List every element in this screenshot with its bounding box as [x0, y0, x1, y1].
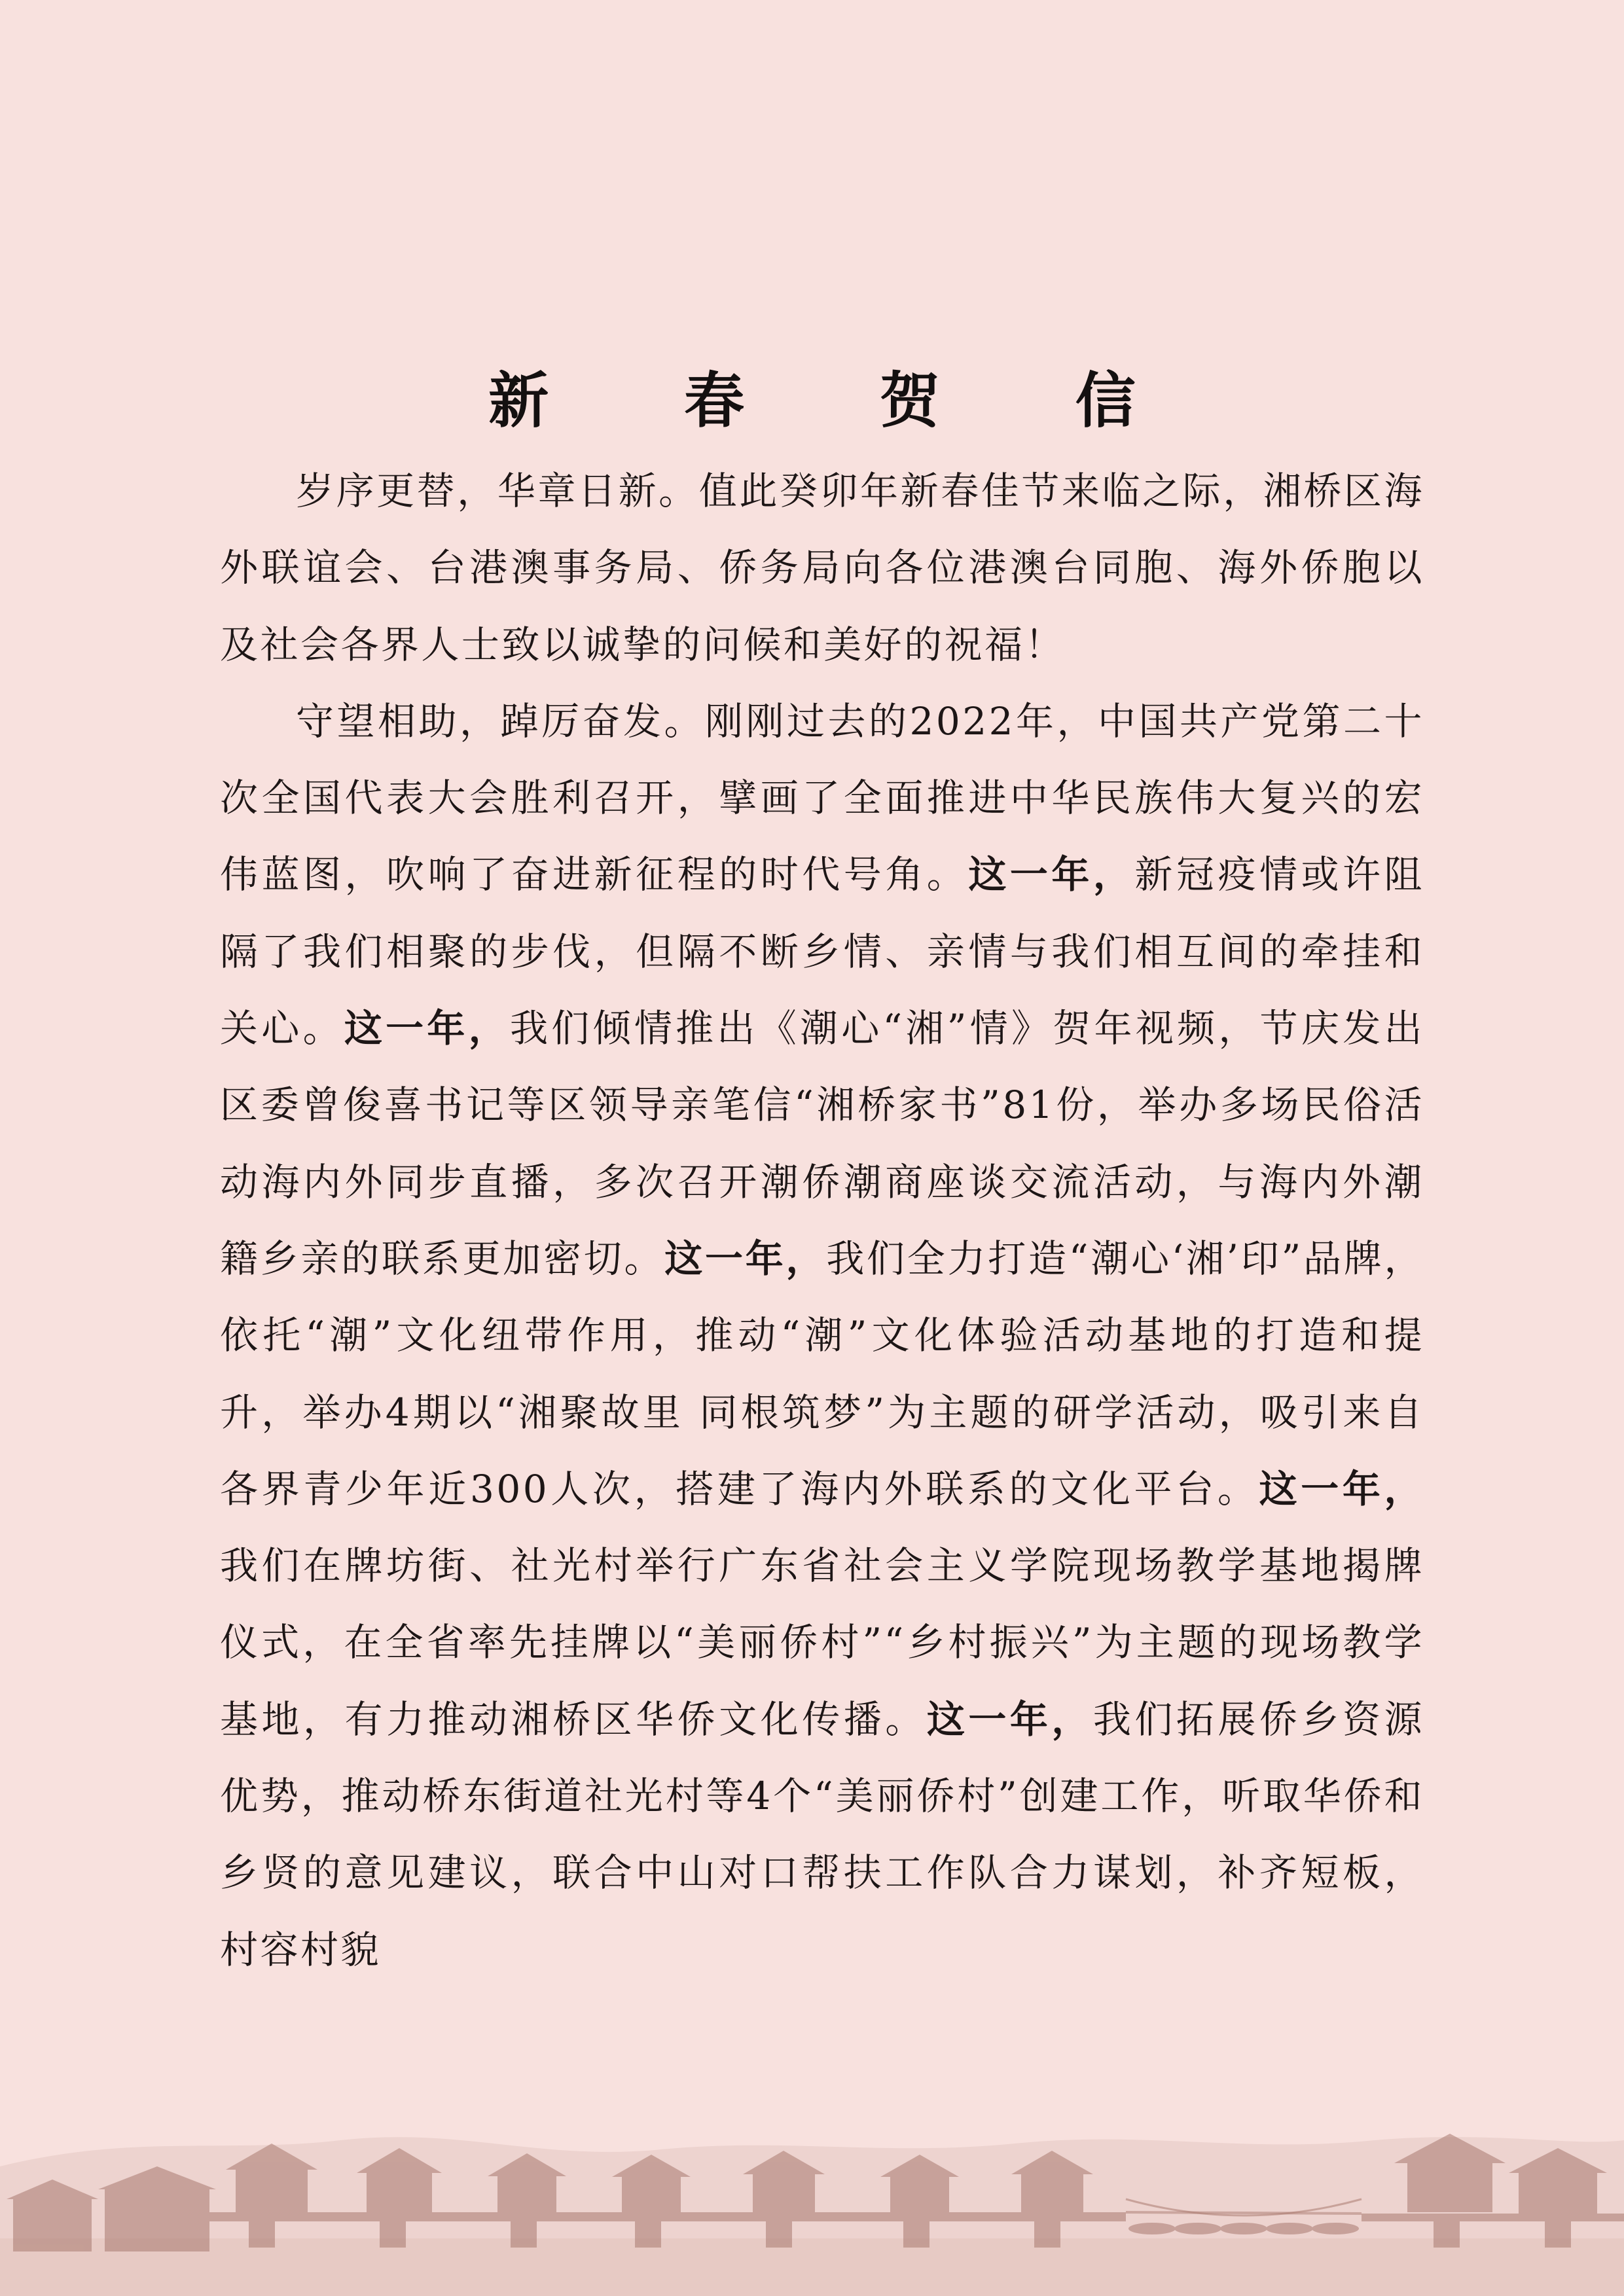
text-run: 我们倾情推出《潮心“湘”情》贺年视频，节庆发出区委曾俊喜书记等区领导亲笔信“湘桥家书”81份，举办多场民俗活动海内外同步直播，多次召开潮侨潮商座谈交流活动，与海内外潮籍乡亲的联系更加密切。 — [220, 1006, 1424, 1281]
text-run: 新冠疫情或许阻隔了我们相聚的步伐，但隔不断乡情、亲情与我们相互间的牵挂和关心。 — [220, 852, 1424, 1051]
bold-phrase: 这一年， — [664, 1236, 827, 1281]
bold-phrase: 这一年， — [1259, 1466, 1425, 1511]
bridge-illustration — [0, 2003, 1624, 2296]
paragraph — [220, 453, 1424, 683]
text-run: 岁序更替，华章日新。值此癸卯年新春佳节来临之际，湘桥区海外联谊会、台港澳事务局、侨务局向各位港澳台同胞、海外侨胞以及社会各界人士致以诚挚的问候和美好的祝福！ — [220, 469, 1424, 667]
paragraph — [220, 683, 1424, 1988]
letter-title: 新 春 贺 信 — [488, 365, 1193, 436]
text-run: 我们拓展侨乡资源优势，推动桥东街道社光村等4个“美丽侨村”创建工作，听取华侨和乡贤的意见建议，联合中山对口帮扶工作队合力谋划，补齐短板，村容村貌 — [220, 1696, 1424, 1972]
letter-body — [220, 453, 1424, 1988]
text-run: 守望相助，踔厉奋发。刚刚过去的2022年，中国共产党第二十次全国代表大会胜利召开，擘画了全面推进中华民族伟大复兴的宏伟蓝图，吹响了奋进新征程的时代号角。 — [220, 698, 1424, 897]
bold-phrase: 这一年， — [968, 852, 1135, 897]
bold-phrase: 这一年， — [344, 1006, 510, 1051]
text-run: 我们在牌坊街、社光村举行广东省社会主义学院现场教学基地揭牌仪式，在全省率先挂牌以“美丽侨村”“乡村振兴”为主题的现场教学基地，有力推动湘桥区华侨文化传播。 — [220, 1543, 1424, 1742]
text-run: 我们全力打造“潮心‘湘’印”品牌，依托“潮”文化纽带作用，推动“潮”文化体验活动基地的打造和提升，举办4期以“湘聚故里 同根筑梦”为主题的研学活动，吸引来自各界青少年近300人次，搭建了海内外联系的文化平台。 — [220, 1236, 1424, 1511]
bold-phrase: 这一年， — [926, 1696, 1093, 1742]
